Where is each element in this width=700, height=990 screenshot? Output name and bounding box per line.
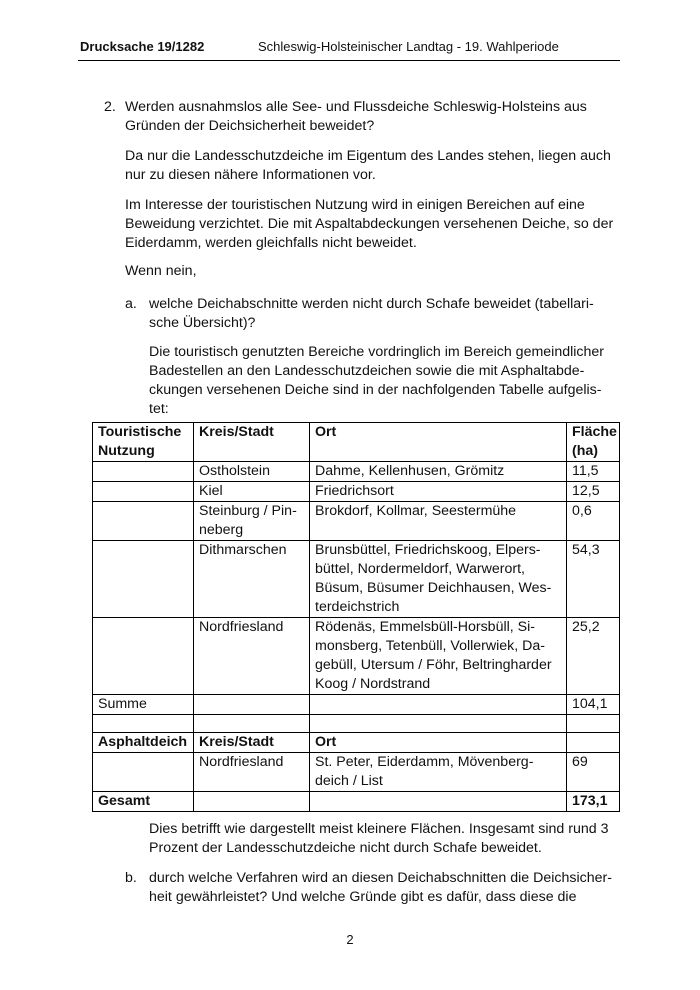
table-cell: [93, 753, 194, 792]
cell-text: Brunsbüttel, Friedrichskoog, Elpers-: [315, 542, 541, 558]
table-cell: [310, 792, 567, 812]
answer-paragraph-2: [125, 196, 613, 253]
document-number: Drucksache 19/1282: [80, 39, 205, 54]
cell-text: St. Peter, Eiderdamm, Mövenberg-: [315, 754, 534, 770]
cell-text: Brokdorf, Kollmar, Seestermühe: [315, 503, 517, 519]
table-cell: 173,1: [567, 792, 620, 812]
table-cell: [93, 618, 194, 695]
spacer-row: [93, 715, 620, 733]
table-cell: [194, 715, 310, 733]
header-cell: [93, 423, 194, 462]
table-conclusion: [149, 820, 608, 858]
table-row: [93, 462, 620, 482]
table-cell: [310, 482, 567, 502]
table-cell: [194, 541, 310, 618]
cell-text: neberg: [199, 522, 244, 538]
cell-text: Rödenäs, Emmelsbüll-Horsbüll, Si-: [315, 619, 535, 635]
cell-text: gebüll, Utersum / Föhr, Beltringharder: [315, 657, 552, 673]
text-line: Beweidung verzichtet. Die mit Aspaltabdeckungen versehenen Deiche, so der: [125, 216, 614, 232]
table-cell: [93, 715, 194, 733]
header-cell: Ort: [310, 733, 567, 753]
table-cell: [194, 462, 310, 482]
text-line: Prozent der Landesschutzdeiche nicht durch Schafe beweidet.: [149, 840, 542, 856]
wenn-nein-text: Wenn nein,: [125, 263, 197, 279]
header-text: Nutzung: [98, 443, 155, 459]
text-line: Werden ausnahmslos alle See- und Flussdeiche Schleswig-Holsteins aus: [125, 99, 587, 115]
cell-text: Nordfriesland: [199, 619, 284, 635]
subquestion-a-answer: [149, 343, 604, 419]
header-text: Touristische: [98, 424, 182, 440]
table-cell: [310, 502, 567, 541]
text-line: Die touristisch genutzten Bereiche vordringlich im Bereich gemeindlicher: [149, 344, 605, 360]
text-line: sche Übersicht)?: [149, 315, 256, 331]
table-row: [93, 618, 620, 695]
table-cell: [194, 792, 310, 812]
table-cell: 11,5: [567, 462, 620, 482]
table-cell: [93, 541, 194, 618]
table-cell: 0,6: [567, 502, 620, 541]
table-cell: 54,3: [567, 541, 620, 618]
table-cell: 12,5: [567, 482, 620, 502]
table-cell: [194, 618, 310, 695]
table-row: [93, 482, 620, 502]
cell-text: Steinburg / Pin-: [199, 503, 297, 519]
table-cell: 69: [567, 753, 620, 792]
cell-text: terdeichstrich: [315, 599, 400, 615]
cell-text: Dahme, Kellenhusen, Grömitz: [315, 463, 505, 479]
text-line: heit gewährleistet? Und welche Gründe gibt es dafür, dass diese die: [149, 889, 577, 905]
header-cell: [567, 423, 620, 462]
text-line: Badestellen an den Landesschutzdeichen sowie die mit Asphaltabde-: [149, 363, 585, 379]
header-cell: Kreis/Stadt: [194, 423, 310, 462]
table-cell: [93, 482, 194, 502]
table-cell: [310, 541, 567, 618]
table-cell: Nordfriesland: [194, 753, 310, 792]
text-line: durch welche Verfahren wird an diesen Deichabschnitten die Deichsicher-: [149, 870, 612, 886]
question-number: 2.: [104, 99, 116, 115]
table-cell: [567, 715, 620, 733]
table-cell: [310, 462, 567, 482]
text-line: tet:: [149, 401, 169, 417]
table-cell: [310, 753, 567, 792]
cell-text: deich / List: [315, 773, 383, 789]
text-line: welche Deichabschnitte werden nicht durch Schafe beweidet (tabellari-: [149, 296, 594, 312]
header-cell: Kreis/Stadt: [194, 733, 310, 753]
text-line: ckungen versehenen Deiche sind in der nachfolgenden Tabelle aufgelis-: [149, 382, 602, 398]
cell-text: büttel, Nordermeldorf, Warwerort,: [315, 561, 525, 577]
subquestion-a-text: [149, 295, 594, 333]
asphalt-header-row: [93, 733, 620, 753]
table-row: [93, 541, 620, 618]
cell-text: Kiel: [199, 483, 223, 499]
summe-row: [93, 695, 620, 715]
table-cell: Summe: [93, 695, 194, 715]
text-line: Gründen der Deichsicherheit beweidet?: [125, 118, 375, 134]
cell-text: monsberg, Tetenbüll, Vollerwiek, Da-: [315, 638, 546, 654]
text-line: nur zu diesen nähere Informationen vor.: [125, 167, 376, 183]
header-cell: [567, 733, 620, 753]
subquestion-a-marker: a.: [125, 296, 137, 312]
deich-table: [92, 422, 620, 812]
gesamt-row: [93, 792, 620, 812]
text-line: Im Interesse der touristischen Nutzung wird in einigen Bereichen auf eine: [125, 197, 585, 213]
table-cell: [310, 618, 567, 695]
table-cell: Gesamt: [93, 792, 194, 812]
table-cell: [93, 462, 194, 482]
parliament-title: Schleswig-Holsteinischer Landtag - 19. Wahlperiode: [258, 39, 559, 54]
page-number: 2: [346, 932, 354, 947]
cell-text: Büsum, Büsumer Deichhausen, Wes-: [315, 580, 552, 596]
text-line: Eiderdamm, werden gleichfalls nicht beweidet.: [125, 235, 417, 251]
cell-text: Dithmarschen: [199, 542, 287, 558]
table-cell: 25,2: [567, 618, 620, 695]
question-2-text: [125, 98, 587, 136]
header-cell: Asphaltdeich: [93, 733, 194, 753]
table-row: [93, 753, 620, 792]
table-cell: [93, 502, 194, 541]
table-header-row: [93, 423, 620, 462]
cell-text: Friedrichsort: [315, 483, 394, 499]
text-line: Dies betrifft wie dargestellt meist kleinere Flächen. Insgesamt sind rund 3: [149, 821, 609, 837]
cell-text: Ostholstein: [199, 463, 270, 479]
table-cell: [310, 695, 567, 715]
header-cell: Ort: [310, 423, 567, 462]
text-line: Da nur die Landesschutzdeiche im Eigentum des Landes stehen, liegen auch: [125, 148, 611, 164]
subquestion-b-text: [149, 869, 612, 907]
table-cell: [194, 482, 310, 502]
answer-paragraph-1: [125, 147, 611, 185]
table-row: [93, 502, 620, 541]
cell-text: Koog / Nordstrand: [315, 676, 431, 692]
header-text: Fläche: [572, 424, 617, 440]
subquestion-b-marker: b.: [125, 870, 137, 886]
table-cell: [310, 715, 567, 733]
table-cell: 104,1: [567, 695, 620, 715]
table-cell: [194, 695, 310, 715]
header-text: (ha): [572, 443, 599, 459]
page-header: [78, 38, 620, 61]
table-cell: [194, 502, 310, 541]
